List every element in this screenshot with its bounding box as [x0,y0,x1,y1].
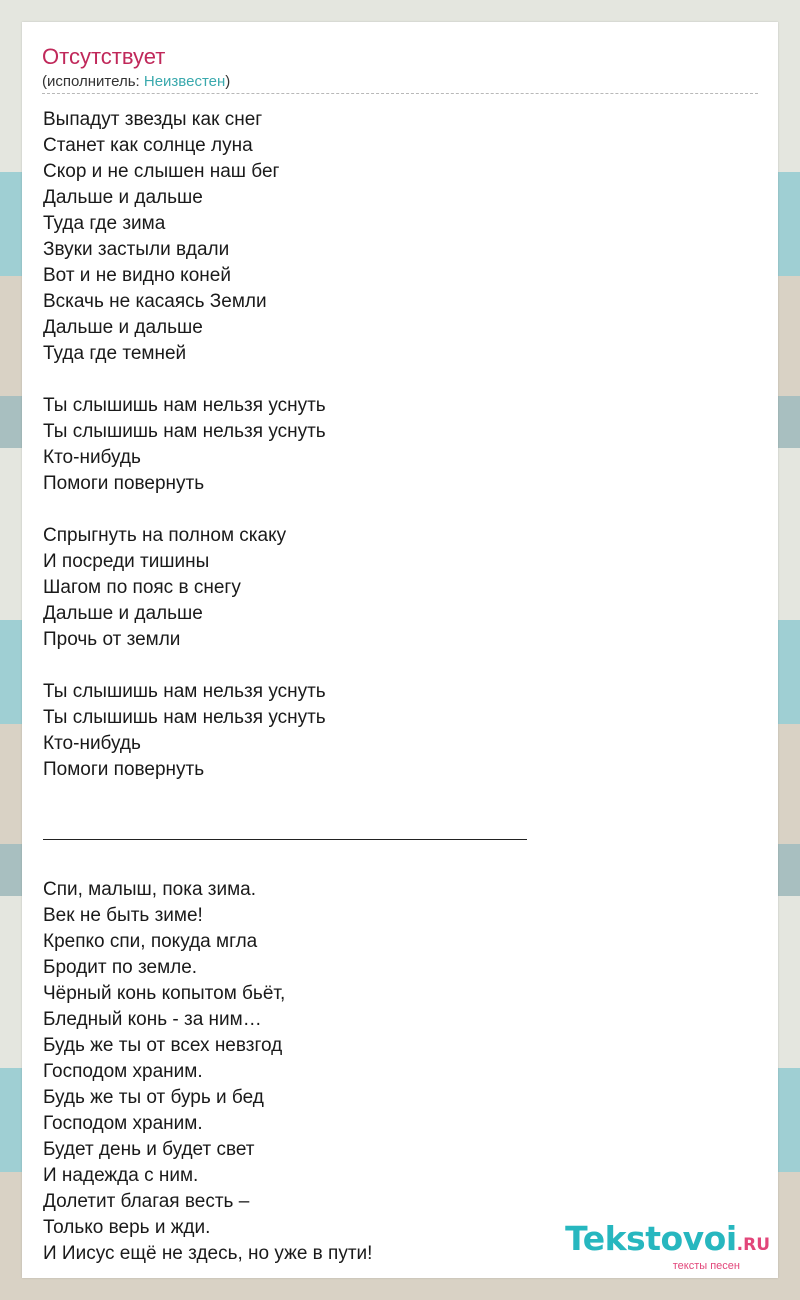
lyric-line: Скор и не слышен наш бег [43,161,280,182]
lyric-line: Ты слышишь нам нельзя уснуть [43,395,326,416]
artist-line [42,73,230,90]
lyric-line: Бродит по земле. [43,957,198,978]
lyric-line: Прочь от земли [43,629,181,650]
lyric-line: Крепко спи, покуда мгла [43,931,258,952]
lyric-line: Дальше и дальше [43,603,203,624]
stanza-gap [43,783,743,809]
lyric-line: Спрыгнуть на полном скаку [43,525,287,546]
lyric-line: Дальше и дальше [43,317,203,338]
logo-tagline: тексты песен [672,1260,740,1272]
lyric-line: Дальше и дальше [43,187,203,208]
site-logo[interactable] [565,1219,770,1272]
lyric-line: Только верь и жди. [43,1217,211,1238]
song-title: Отсутствует [42,44,166,69]
lyric-line: Помоги повернуть [43,473,205,494]
stanza-gap [43,367,743,393]
lyric-line: Ты слышишь нам нельзя уснуть [43,421,326,442]
lyric-line: Кто-нибудь [43,733,141,754]
lyric-line: Будет день и будет свет [43,1139,255,1160]
lyrics-card [22,22,778,1278]
lyric-line: Бледный конь - за ним… [43,1009,262,1030]
lyric-line: Туда где темней [43,343,187,364]
artist-link[interactable]: Неизвестен [143,73,226,90]
lyric-line: Господом храним. [43,1061,203,1082]
lyric-line: И надежда с ним. [43,1165,199,1186]
lyric-line: Будь же ты от всех невзгод [43,1035,283,1056]
lyric-line: Туда где зима [43,213,166,234]
lyric-line: Чёрный конь копытом бьёт, [43,983,286,1004]
lyric-line: Выпадут звезды как снег [43,109,263,130]
lyric-line: Звуки застыли вдали [43,239,230,260]
lyric-line: И Иисус ещё не здесь, но уже в пути! [43,1243,373,1264]
divider-line [43,839,527,840]
lyric-line: И посреди тишины [43,551,210,572]
lyric-line: Кто-нибудь [43,447,141,468]
title-divider [42,93,758,94]
lyric-line: Вскачь не касаясь Земли [43,291,267,312]
logo-domain: .RU [736,1235,770,1255]
lyric-line: Долетит благая весть – [43,1191,250,1212]
artist-suffix: ) [225,73,231,90]
logo-text: Tekstovoi [565,1219,737,1258]
lyric-line: Станет как солнце луна [43,135,253,156]
lyric-line: Помоги повернуть [43,759,205,780]
stanza-gap [43,653,743,679]
lyric-line: Вот и не видно коней [43,265,231,286]
lyric-line: Господом храним. [43,1113,203,1134]
lyric-line: Шагом по пояс в снегу [43,577,241,598]
divider-space [43,835,743,877]
lyrics-text [43,107,743,1267]
artist-prefix: (исполнитель: [42,73,144,90]
section-divider [43,809,743,835]
lyric-line: Век не быть зиме! [43,905,203,926]
lyric-line: Спи, малыш, пока зима. [43,879,257,900]
stanza-gap [43,497,743,523]
lyric-line: Будь же ты от бурь и бед [43,1087,264,1108]
lyric-line: Ты слышишь нам нельзя уснуть [43,681,326,702]
lyric-line: Ты слышишь нам нельзя уснуть [43,707,326,728]
